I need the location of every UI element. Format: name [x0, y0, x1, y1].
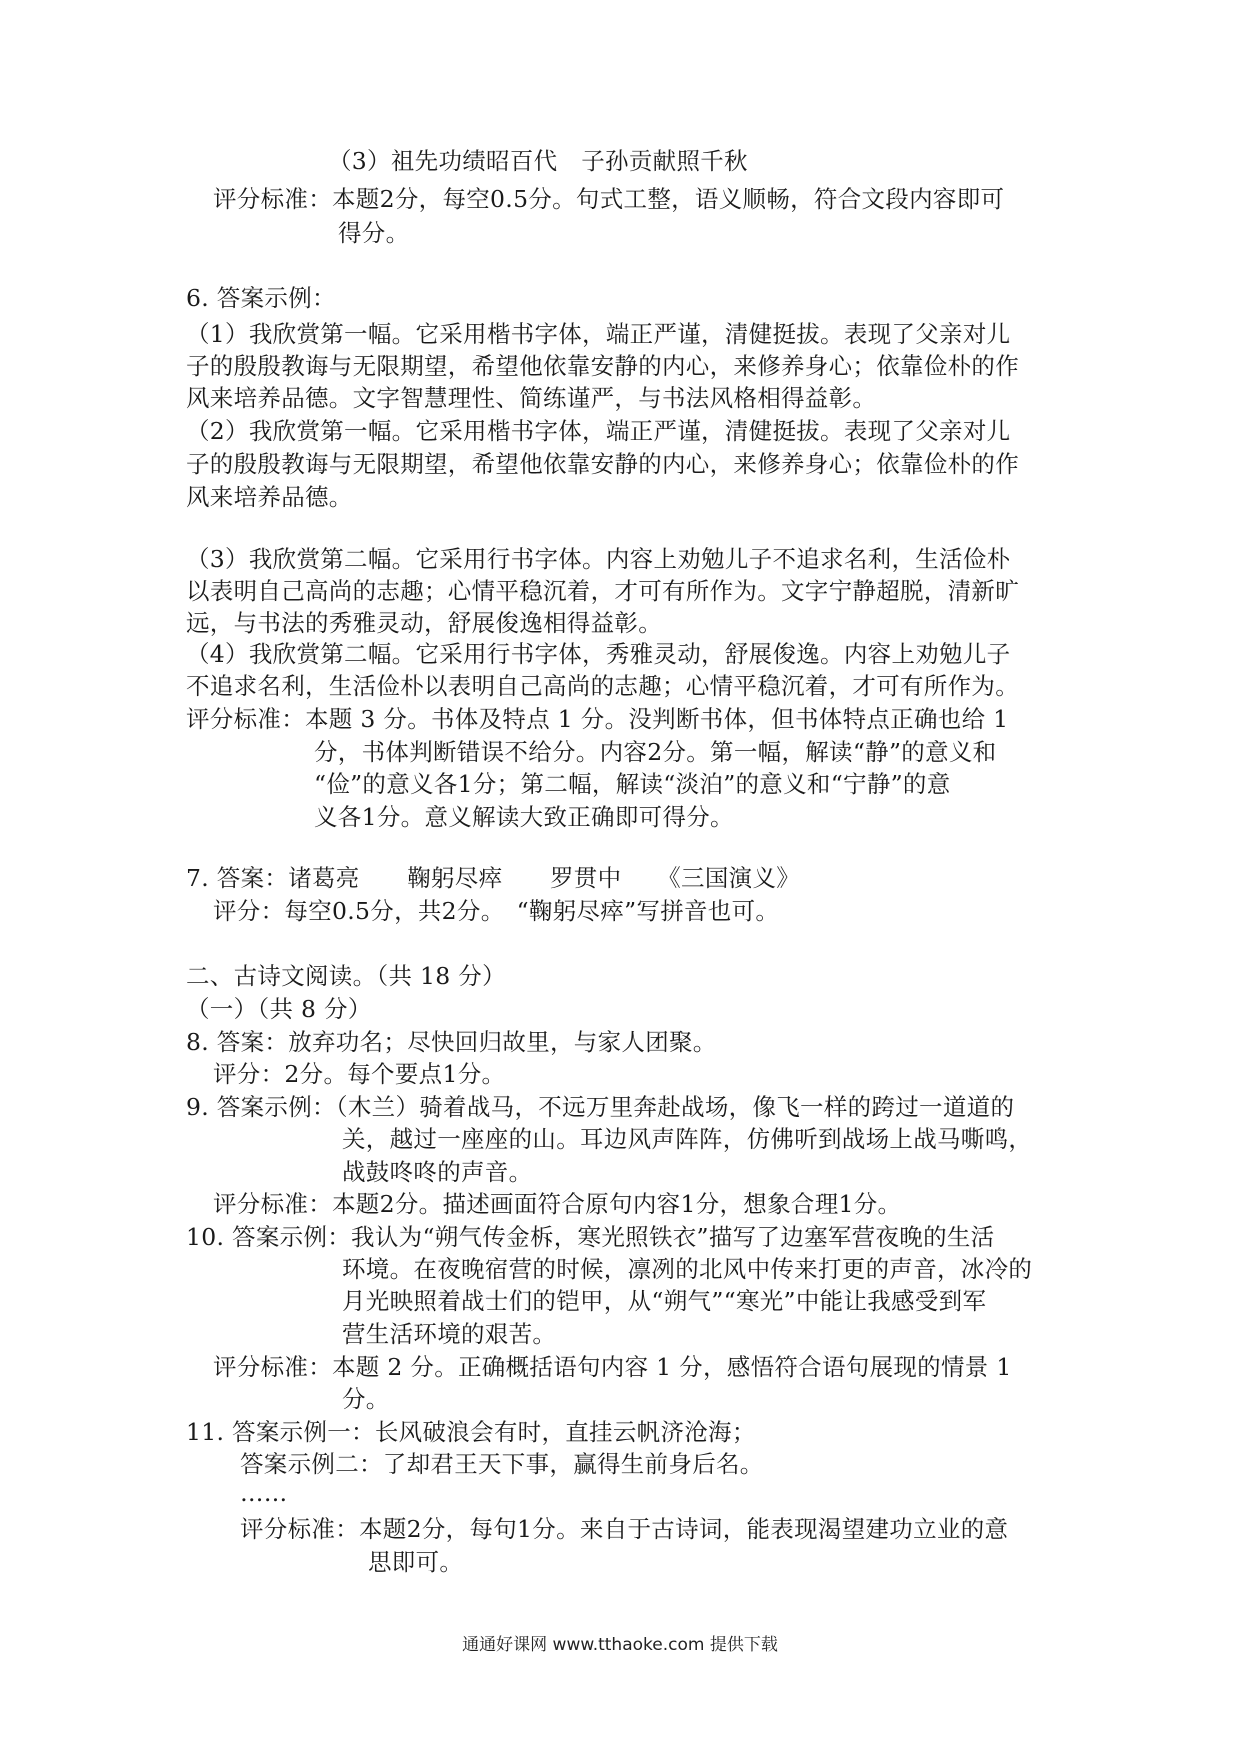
q6-ex3-line1: （3）我欣赏第二幅。它采用行书字体。内容上劝勉儿子不追求名利，生活俭朴 — [186, 545, 1011, 573]
q6-ex1-line3: 风来培养品德。文字智慧理性、简练谨严，与书法风格相得益彰。 — [186, 384, 877, 412]
q6-grading-line4: 义各1分。意义解读大致正确即可得分。 — [314, 803, 734, 831]
q6-ex2-line3: 风来培养品德。 — [186, 483, 353, 511]
section2-part1: （一）（共 8 分） — [186, 995, 372, 1023]
q6-ex4-line2: 不追求名利，生活俭朴以表明自己高尚的志趣；心情平稳沉着，才可有所作为。 — [186, 672, 1019, 700]
q5-item3: （3）祖先功绩昭百代 子孙贡献照千秋 — [328, 147, 748, 175]
q5-grading-line2: 得分。 — [338, 219, 410, 247]
q8-answer: 8. 答案：放弃功名；尽快回归故里，与家人团聚。 — [186, 1028, 717, 1056]
q9-line3: 战鼓咚咚的声音。 — [342, 1158, 533, 1186]
q6-ex1-line2: 子的殷殷教诲与无限期望，希望他依靠安静的内心，来修养身心；依靠俭朴的作 — [186, 352, 1019, 380]
q11-example1: 11. 答案示例一：长风破浪会有时，直挂云帆济沧海； — [186, 1418, 756, 1446]
q7-score: 评分：每空0.5分，共2分。 “鞠躬尽瘁”写拼音也可。 — [213, 897, 780, 925]
q6-ex4-line1: （4）我欣赏第二幅。它采用行书字体，秀雅灵动，舒展俊逸。内容上劝勉儿子 — [186, 640, 1011, 668]
page-footer: 通通好课网 www.tthaoke.com 提供下载 — [462, 1635, 778, 1655]
q10-line3: 月光映照着战士们的铠甲，从“朔气”“寒光”中能让我感受到军 — [342, 1287, 987, 1315]
q11-ellipsis: …… — [240, 1479, 288, 1507]
q6-heading: 6. 答案示例： — [186, 284, 336, 312]
q6-ex3-line3: 远，与书法的秀雅灵动，舒展俊逸相得益彰。 — [186, 609, 662, 637]
q6-grading-line1: 评分标准：本题 3 分。书体及特点 1 分。没判断书体，但书体特点正确也给 1 — [186, 705, 1009, 733]
q8-score: 评分：2分。每个要点1分。 — [213, 1060, 506, 1088]
q6-ex2-line1: （2）我欣赏第一幅。它采用楷书字体，端正严谨，清健挺拔。表现了父亲对儿 — [186, 417, 1011, 445]
q7-answer: 7. 答案：诸葛亮 鞠躬尽瘁 罗贯中 《三国演义》 — [186, 864, 801, 892]
q10-line2: 环境。在夜晚宿营的时候，凛冽的北风中传来打更的声音，冰冷的 — [342, 1255, 1033, 1283]
q11-grading-line1: 评分标准：本题2分，每句1分。来自于古诗词，能表现渴望建功立业的意 — [240, 1515, 1009, 1543]
q6-ex2-line2: 子的殷殷教诲与无限期望，希望他依靠安静的内心，来修养身心；依靠俭朴的作 — [186, 450, 1019, 478]
q6-ex1-line1: （1）我欣赏第一幅。它采用楷书字体，端正严谨，清健挺拔。表现了父亲对儿 — [186, 320, 1011, 348]
q11-grading-line2: 思即可。 — [368, 1548, 464, 1576]
q5-grading-line1: 评分标准：本题2分，每空0.5分。句式工整，语义顺畅，符合文段内容即可 — [213, 185, 1005, 213]
q9-line2: 关，越过一座座的山。耳边风声阵阵，仿佛听到战场上战马嘶鸣， — [342, 1125, 1033, 1153]
q6-ex3-line2: 以表明自己高尚的志趣；心情平稳沉着，才可有所作为。文字宁静超脱，清新旷 — [186, 577, 1019, 605]
q6-grading-line2: 分，书体判断错误不给分。内容2分。第一幅，解读“静”的意义和 — [314, 738, 997, 766]
q10-line4: 营生活环境的艰苦。 — [342, 1320, 557, 1348]
q11-example2: 答案示例二：了却君王天下事，赢得生前身后名。 — [240, 1450, 764, 1478]
q10-grading-line1: 评分标准：本题 2 分。正确概括语句内容 1 分，感悟符合语句展现的情景 1 — [213, 1353, 1012, 1381]
q6-grading-line3: “俭”的意义各1分；第二幅，解读“淡泊”的意义和“宁静”的意 — [314, 770, 951, 798]
q9-grading: 评分标准：本题2分。描述画面符合原句内容1分，想象合理1分。 — [213, 1190, 902, 1218]
q10-grading-line2: 分。 — [342, 1385, 390, 1413]
section2-title: 二、古诗文阅读。（共 18 分） — [186, 962, 506, 990]
q10-line1: 10. 答案示例：我认为“朔气传金柝，寒光照铁衣”描写了边塞军营夜晚的生活 — [186, 1223, 995, 1251]
q9-line1: 9. 答案示例：（木兰）骑着战马，不远万里奔赴战场，像飞一样的跨过一道道的 — [186, 1093, 1015, 1121]
